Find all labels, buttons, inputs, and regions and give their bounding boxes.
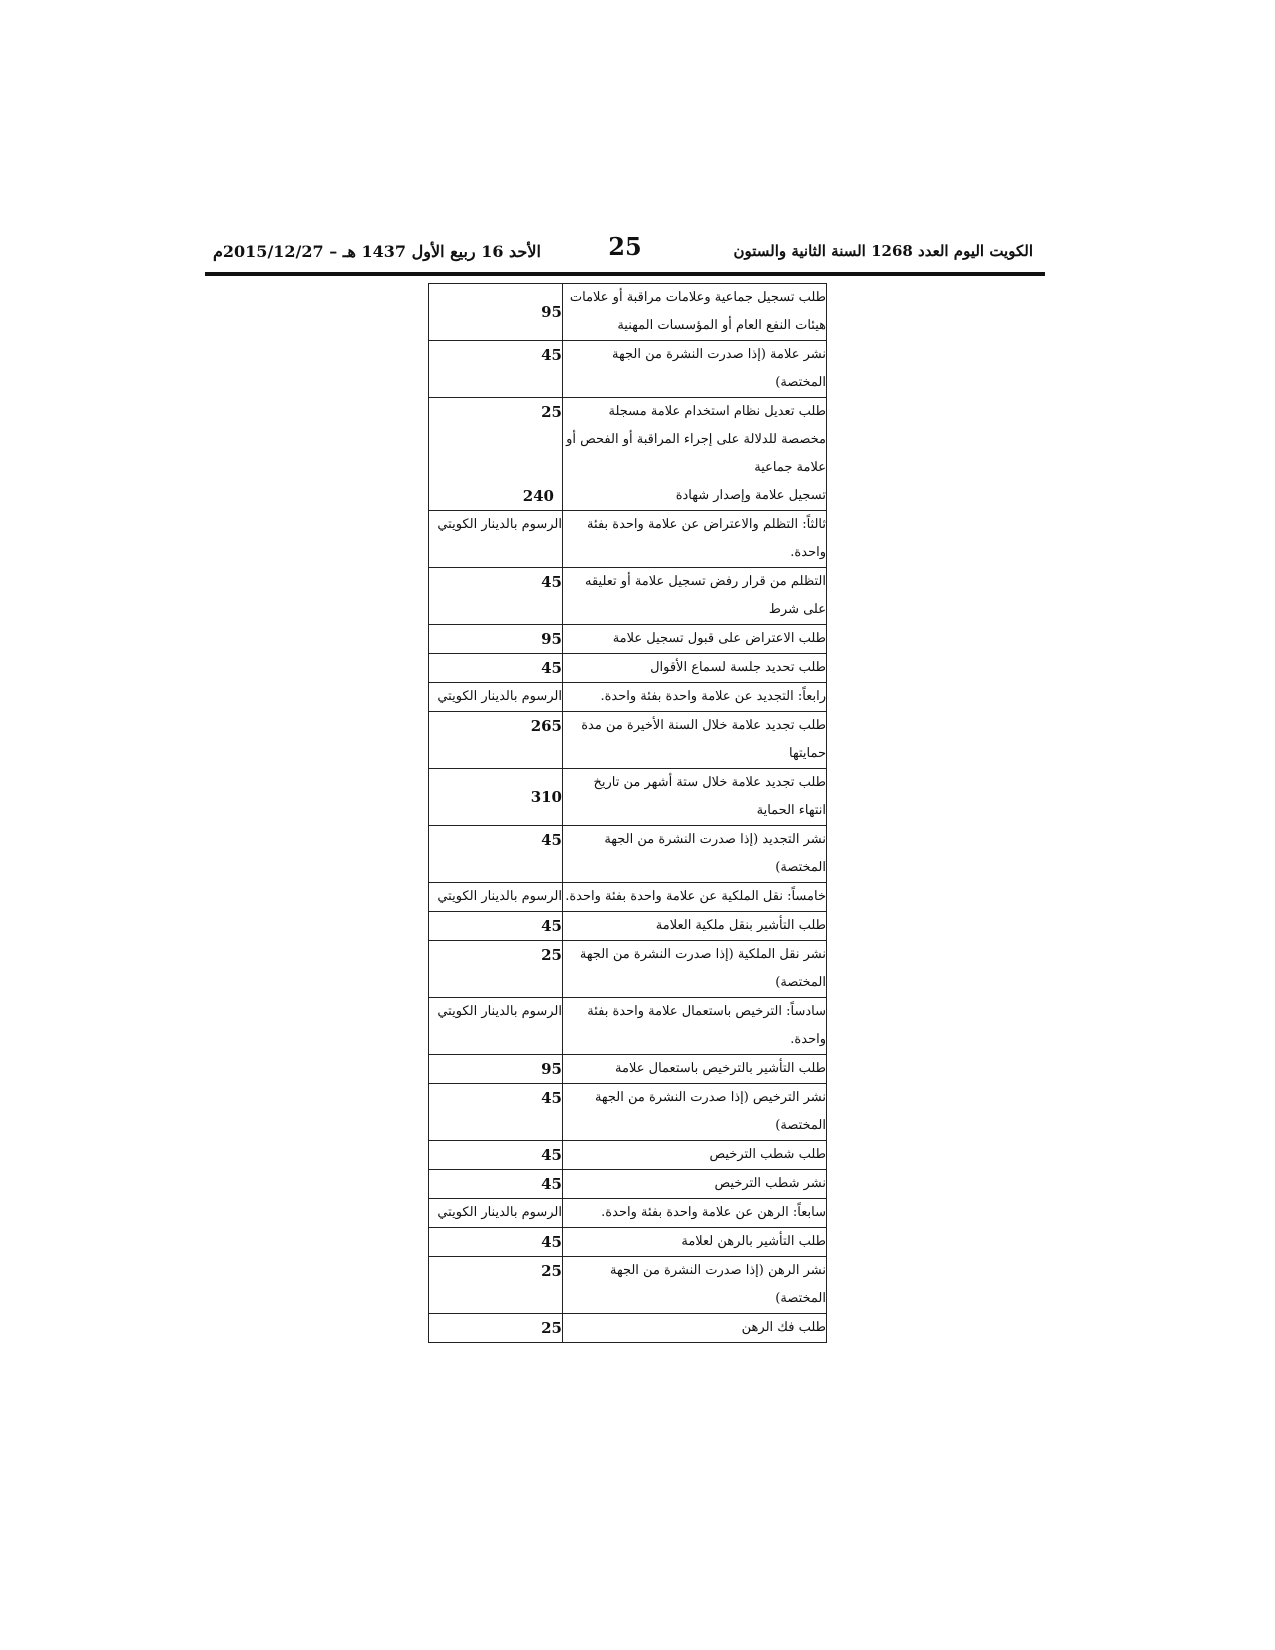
section-heading: سادساً: الترخيص باستعمال علامة واحدة بفئة واحدة. — [563, 998, 827, 1055]
fee-amount: 265 — [429, 712, 563, 769]
table-row — [429, 1170, 827, 1199]
page-number: 25 — [608, 232, 642, 261]
fee-amount: 25 — [429, 941, 563, 998]
fee-amount: 45 — [429, 654, 563, 683]
section-heading: سابعاً: الرهن عن علامة واحدة بفئة واحدة. — [563, 1199, 827, 1228]
table-row — [429, 284, 827, 341]
fee-amount: 95 — [429, 1055, 563, 1084]
unit-label: الرسوم بالدينار الكويتي — [429, 683, 563, 712]
section-heading: ثالثاً: التظلم والاعتراض عن علامة واحدة بفئة واحدة. — [563, 511, 827, 568]
fee-description: نشر علامة (إذا صدرت النشرة من الجهة المختصة) — [563, 341, 827, 398]
fee-amount: 45 — [429, 912, 563, 941]
fee-description: نشر الرهن (إذا صدرت النشرة من الجهة المختصة) — [563, 1257, 827, 1314]
fee-description-part: طلب تعديل نظام استخدام علامة مسجلة مخصصة للدلالة على إجراء المراقبة أو الفحص أو علامة جماعية — [566, 404, 826, 475]
table-row — [429, 941, 827, 998]
header-issue: الكويت اليوم العدد 1268 السنة الثانية والستون — [733, 242, 1033, 260]
fee-amount: 95 — [429, 625, 563, 654]
unit-label: الرسوم بالدينار الكويتي — [429, 883, 563, 912]
fee-amount: 45 — [429, 1170, 563, 1199]
table-row — [429, 511, 827, 568]
table-row — [429, 398, 827, 511]
fee-amount-part: 240 — [522, 487, 554, 505]
table-row — [429, 341, 827, 398]
fee-amount: 45 — [429, 568, 563, 625]
fee-amount: 310 — [429, 769, 563, 826]
table-row — [429, 683, 827, 712]
table-row — [429, 712, 827, 769]
unit-label: الرسوم بالدينار الكويتي — [429, 998, 563, 1055]
fee-description: طلب تحديد جلسة لسماع الأقوال — [563, 654, 827, 683]
table-row — [429, 883, 827, 912]
page-header — [205, 232, 1045, 270]
fee-description: طلب شطب الترخيص — [563, 1141, 827, 1170]
fee-amount: 45 — [429, 1228, 563, 1257]
fee-description: طلب تجديد علامة خلال السنة الأخيرة من مدة حمايتها — [563, 712, 827, 769]
header-date: الأحد 16 ربيع الأول 1437 هـ – 2015/12/27م — [213, 242, 541, 261]
table-row — [429, 1055, 827, 1084]
table-row — [429, 1257, 827, 1314]
table-row — [429, 1228, 827, 1257]
fee-description: طلب التأشير بالترخيص باستعمال علامة — [563, 1055, 827, 1084]
table-row — [429, 654, 827, 683]
table-row — [429, 826, 827, 883]
fee-amount: 45 — [429, 341, 563, 398]
table-row — [429, 625, 827, 654]
fee-description: نشر نقل الملكية (إذا صدرت النشرة من الجهة المختصة) — [563, 941, 827, 998]
fee-amount: 25 — [429, 1257, 563, 1314]
fee-description — [563, 398, 827, 511]
fee-description: طلب التأشير بنقل ملكية العلامة — [563, 912, 827, 941]
unit-label: الرسوم بالدينار الكويتي — [429, 511, 563, 568]
table-row — [429, 568, 827, 625]
fee-amount: 45 — [429, 826, 563, 883]
table-row — [429, 769, 827, 826]
fee-description: طلب تسجيل جماعية وعلامات مراقبة أو علامات هيئات النفع العام أو المؤسسات المهنية — [563, 284, 827, 341]
fee-amount: 25 — [429, 1314, 563, 1343]
fee-description: نشر شطب الترخيص — [563, 1170, 827, 1199]
table-row — [429, 912, 827, 941]
fee-amount: 45 — [429, 1084, 563, 1141]
section-heading: خامساً: نقل الملكية عن علامة واحدة بفئة واحدة. — [563, 883, 827, 912]
fee-description: طلب الاعتراض على قبول تسجيل علامة — [563, 625, 827, 654]
fee-amount — [429, 398, 563, 511]
table-row — [429, 998, 827, 1055]
fee-description-part: تسجيل علامة وإصدار شهادة — [675, 488, 826, 503]
table-row — [429, 1141, 827, 1170]
fee-description: التظلم من قرار رفض تسجيل علامة أو تعليقه على شرط — [563, 568, 827, 625]
fee-amount-part: 25 — [541, 403, 562, 421]
section-heading: رابعاً: التجديد عن علامة واحدة بفئة واحدة. — [563, 683, 827, 712]
fee-description: طلب تجديد علامة خلال ستة أشهر من تاريخ انتهاء الحماية — [563, 769, 827, 826]
table-row — [429, 1314, 827, 1343]
fee-amount: 45 — [429, 1141, 563, 1170]
table-row — [429, 1199, 827, 1228]
fees-table — [428, 283, 827, 1343]
fee-description: نشر التجديد (إذا صدرت النشرة من الجهة المختصة) — [563, 826, 827, 883]
fee-amount: 95 — [429, 284, 563, 341]
table-row — [429, 1084, 827, 1141]
header-rule — [205, 272, 1045, 276]
fee-description: طلب التأشير بالرهن لعلامة — [563, 1228, 827, 1257]
fee-description: نشر الترخيص (إذا صدرت النشرة من الجهة المختصة) — [563, 1084, 827, 1141]
unit-label: الرسوم بالدينار الكويتي — [429, 1199, 563, 1228]
fee-description: طلب فك الرهن — [563, 1314, 827, 1343]
